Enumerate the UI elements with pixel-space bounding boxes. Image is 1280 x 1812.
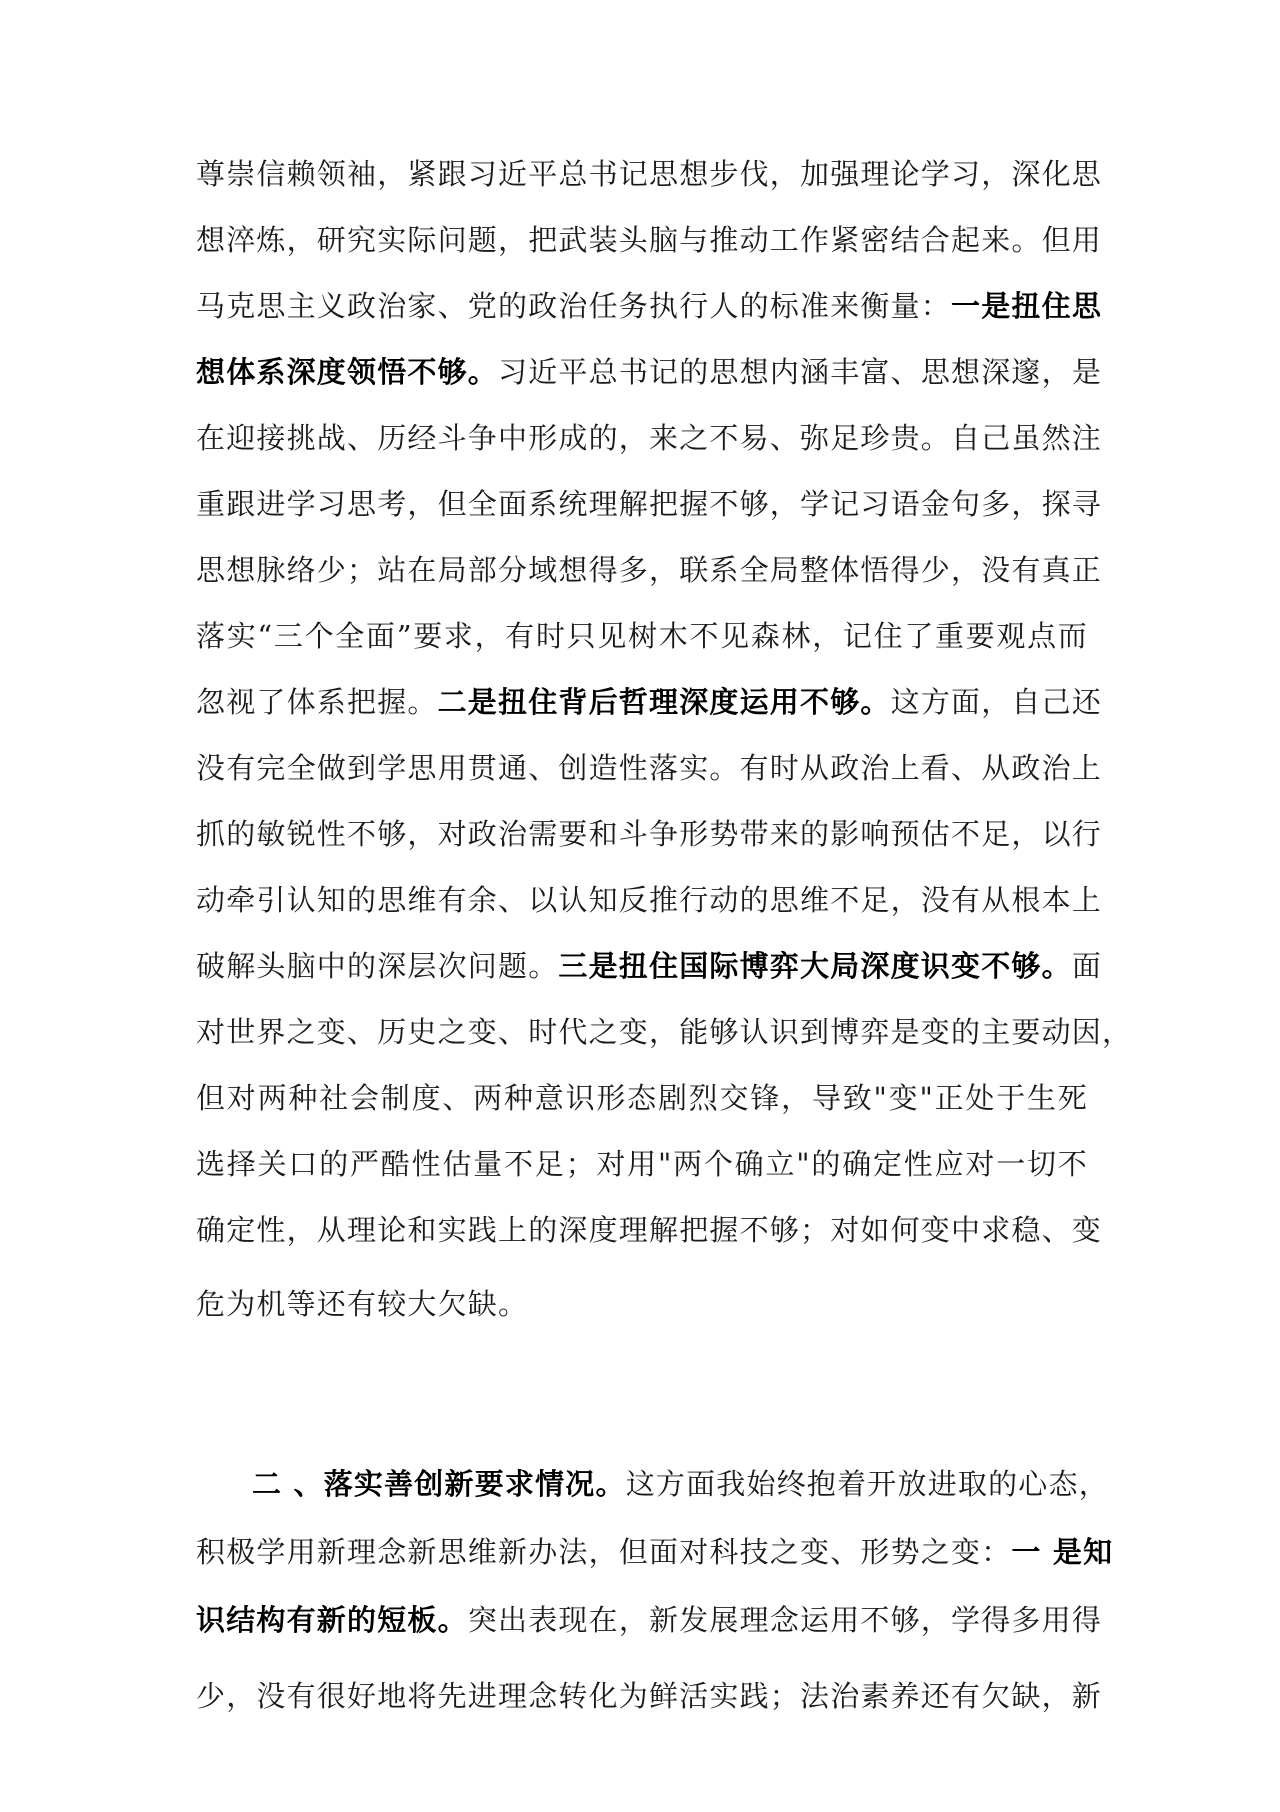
text-run: 积极学用新理念新思维新办法，但面对科技之变、形势之变： xyxy=(196,1535,1012,1569)
text-line-13 xyxy=(196,946,1103,986)
text-run: 落实“三个全面”要求，有时只见树木不见森林，记住了重要观点而 xyxy=(196,619,1088,653)
text-run: 抓的敏锐性不够，对政治需要和斗争形势带来的影响预估不足，以行 xyxy=(196,817,1103,851)
text-line-15 xyxy=(196,1078,1088,1118)
text-run: 没有完全做到学思用贯通、创造性落实。有时从政治上看、从政治上 xyxy=(196,751,1103,785)
text-line-8 xyxy=(196,616,1088,656)
text-run: 忽视了体系把握。 xyxy=(196,685,438,719)
text-line-5 xyxy=(196,418,1103,458)
text-line-6 xyxy=(196,484,1103,524)
text-run: 这方面我始终抱着开放进取的心态， xyxy=(625,1467,1109,1501)
text-line-14 xyxy=(196,1012,1133,1052)
bold-text-run: 一 是知 xyxy=(1011,1535,1114,1569)
text-run: 面 xyxy=(1071,949,1103,983)
bold-text-run: 二是扭住背后哲理深度运用不够。 xyxy=(437,685,891,719)
text-run: 确定性，从理论和实践上的深度理解把握不够；对如何变中求稳、变 xyxy=(196,1213,1103,1247)
text-run: 重跟进学习思考，但全面系统理解把握不够，学记习语金句多，探寻 xyxy=(196,487,1103,521)
text-line-2 xyxy=(196,220,1103,260)
text-line-21 xyxy=(196,1600,1103,1640)
text-run: 对世界之变、历史之变、时代之变，能够认识到博弈是变的主要动因， xyxy=(196,1015,1133,1049)
text-line-11 xyxy=(196,814,1103,854)
bold-text-run: 想体系深度领悟不够。 xyxy=(196,355,499,389)
bold-text-run: 二 、落实善创新要求情况。 xyxy=(252,1467,626,1501)
text-line-18 xyxy=(196,1284,1088,1324)
text-run: 习近平总书记的思想内涵丰富、思想深邃，是 xyxy=(498,355,1103,389)
text-line-4 xyxy=(196,352,1103,392)
bold-text-run: 一是扭住思 xyxy=(951,289,1103,323)
text-run: 但对两种社会制度、两种意识形态剧烈交锋，导致"变"正处于生死 xyxy=(196,1081,1088,1115)
text-run: 想淬炼，研究实际问题，把武装头脑与推动工作紧密结合起来。但用 xyxy=(196,223,1103,257)
section-heading-line xyxy=(252,1464,1109,1504)
bold-text-run: 识结构有新的短板。 xyxy=(196,1603,468,1637)
text-line-7 xyxy=(196,550,1103,590)
text-run: 这方面，自己还 xyxy=(890,685,1103,719)
text-run: 危为机等还有较大欠缺。 xyxy=(196,1287,529,1321)
text-line-9 xyxy=(196,682,1103,722)
text-run: 少，没有很好地将先进理念转化为鲜活实践；法治素养还有欠缺，新 xyxy=(196,1679,1103,1713)
text-line-1 xyxy=(196,154,1103,194)
text-run: 在迎接挑战、历经斗争中形成的，来之不易、弥足珍贵。自己虽然注 xyxy=(196,421,1103,455)
text-run: 突出表现在，新发展理念运用不够，学得多用得 xyxy=(467,1603,1103,1637)
text-line-22 xyxy=(196,1676,1103,1716)
text-run: 破解头脑中的深层次问题。 xyxy=(196,949,559,983)
bold-text-run: 三是扭住国际博弈大局深度识变不够。 xyxy=(558,949,1072,983)
text-run: 尊崇信赖领袖，紧跟习近平总书记思想步伐，加强理论学习，深化思 xyxy=(196,157,1103,191)
text-run: 选择关口的严酷性估量不足；对用"两个确立"的确定性应对一切不 xyxy=(196,1147,1088,1181)
text-line-16 xyxy=(196,1144,1088,1184)
text-line-20 xyxy=(196,1532,1114,1572)
text-run: 思想脉络少；站在局部分域想得多，联系全局整体悟得少，没有真正 xyxy=(196,553,1103,587)
text-run: 动牵引认知的思维有余、以认知反推行动的思维不足，没有从根本上 xyxy=(196,883,1103,917)
text-run: 马克思主义政治家、党的政治任务执行人的标准来衡量： xyxy=(196,289,952,323)
text-line-3 xyxy=(196,286,1103,326)
text-line-12 xyxy=(196,880,1103,920)
text-line-17 xyxy=(196,1210,1103,1250)
text-line-10 xyxy=(196,748,1103,788)
